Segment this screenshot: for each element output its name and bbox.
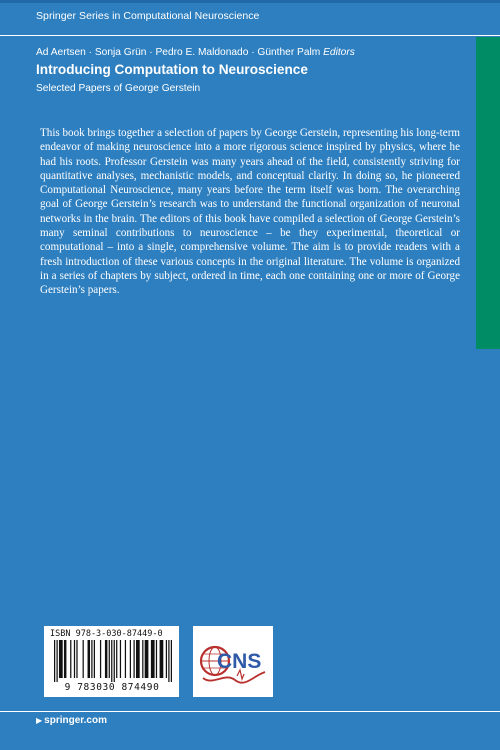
editors-role: Editors [323,47,355,58]
barcode-bar [142,640,143,678]
barcode-bar [88,640,90,678]
barcode-bar [130,640,131,678]
barcode-bar [100,640,101,678]
barcode-bar [171,640,172,682]
barcode-bar [94,640,95,678]
ean-digits: 9 783030 874490 [64,682,160,693]
barcode-bar [136,640,140,678]
barcode-bar [111,640,112,682]
barcode-bar [54,640,55,682]
footer-divider [0,711,500,712]
green-accent-bar [476,37,500,349]
series-divider [0,35,500,36]
barcode-bar [160,640,164,678]
barcode-bar [145,640,149,678]
barcode-bar [156,640,157,678]
isbn-label: ISBN 978-3-030-87449-0 [50,629,163,639]
barcode-bar [59,640,63,678]
book-subtitle: Selected Papers of George Gerstein [36,83,201,94]
barcode-bar [64,640,66,678]
barcode-bar [151,640,155,678]
barcode-bar [91,640,92,678]
barcode-bar [105,640,107,678]
book-title: Introducing Computation to Neuroscience [36,62,308,77]
barcode-bar [114,640,115,682]
barcode-bar [120,640,121,678]
cns-logo-panel [193,626,273,697]
publisher-link[interactable] [36,715,107,726]
cns-logo-text: CNS [217,650,262,673]
barcode-bar [83,640,84,678]
barcode-bar [76,640,77,678]
barcode-bar [133,640,134,678]
barcode-bar [109,640,110,678]
barcode-panel [44,626,179,697]
cns-logo [193,626,273,697]
top-strip [0,0,500,3]
barcode-bar [168,640,169,682]
barcode-bar [70,640,71,678]
barcode-bar [116,640,117,678]
triangle-arrow-icon: ▶ [36,716,43,725]
barcode-bar [56,640,57,682]
book-description: This book brings together a selection of papers by George Gerstein, representing his long-term endeavor of making neuroscience into a more rigorous science inspired by physics, where he had his roots. Professor Gerstein was many years ahead of the field, consistently striving for quantitative analyses, mechanistic models, and conceptual clarity. In doing so, he pioneered Computational Neuroscience, many years before the term itself was born. The overarching goal of George Gerstein’s research was to understand the functional organization of neuronal networks in the brain. The editors of this book have compiled a selection of George Gerstein’s many seminal contributions to neuroscience – be they experimental, theoretical or computational – into a single, comprehensive volume. The aim is to provide readers with a fresh introduction of these various concepts in the original literature. The volume is organized in a series of chapters by subject, ordered in time, each one containing one or more of George Gerstein’s papers. [40,127,461,297]
barcode-bar [125,640,126,678]
editor-names: Ad Aertsen · Sonja Grün · Pedro E. Maldonado · Günther Palm [36,47,321,58]
series-name: Springer Series in Computational Neuroscience [36,10,260,22]
barcode-icon [54,640,172,682]
editors-line [36,47,355,58]
barcode-bar [74,640,75,678]
publisher-url: springer.com [44,715,107,726]
barcode-bar [166,640,167,678]
